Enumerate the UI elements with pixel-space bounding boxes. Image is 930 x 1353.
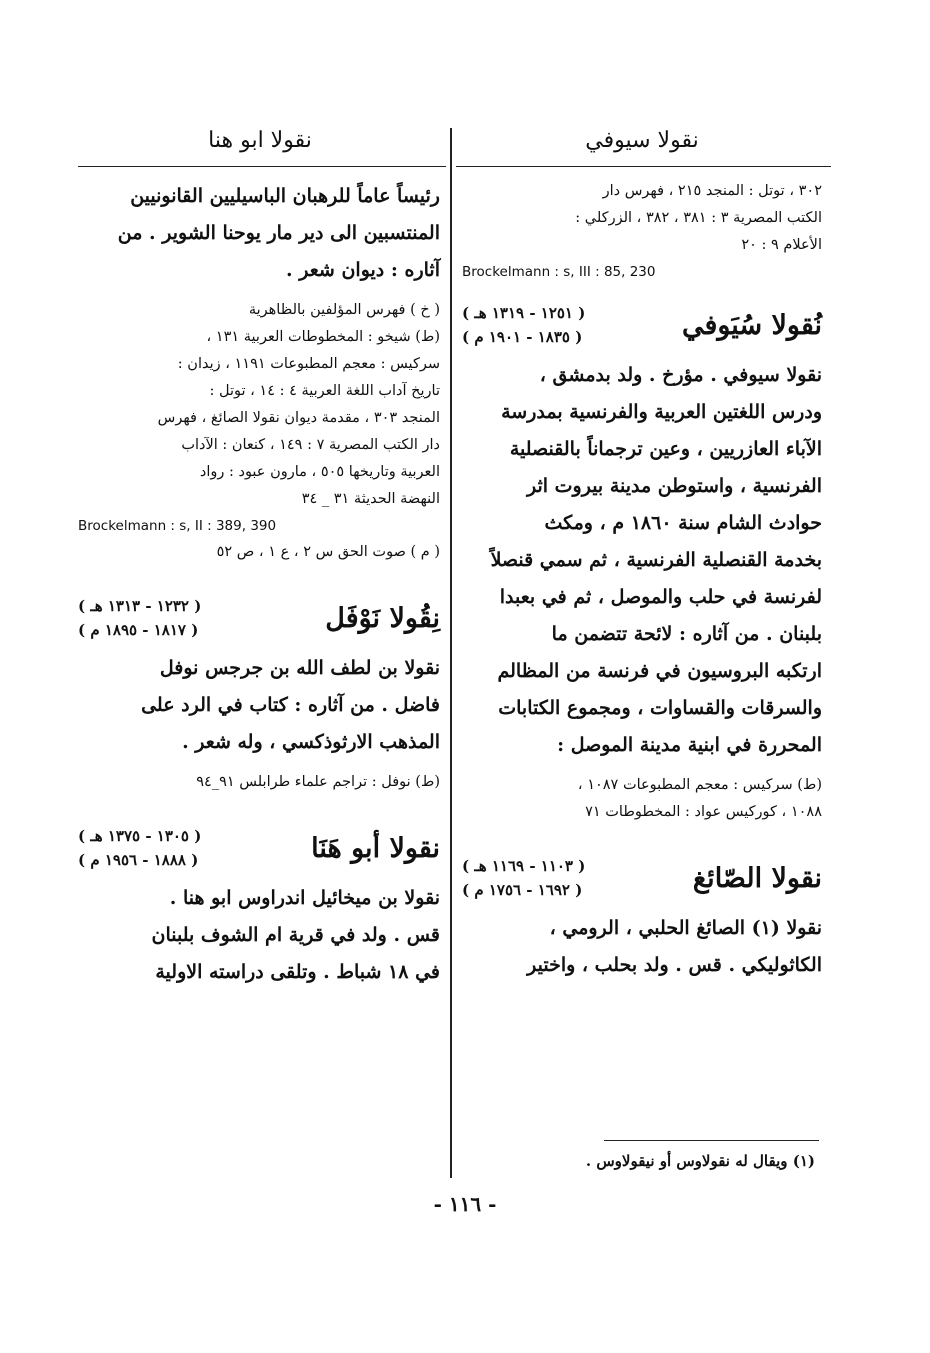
date-hijri: ( ١٣٠٥ - ١٣٧٥ هـ ) bbox=[78, 827, 202, 845]
reference-line: (ط) سركيس : معجم المطبوعات ١٠٨٧ ، bbox=[577, 777, 822, 793]
bio-line: فاضل . من آثاره : كتاب في الرد على bbox=[141, 694, 440, 716]
bio-line: نقولا بن ميخائيل اندراوس ابو هنا . bbox=[169, 887, 440, 909]
bio-line: لفرنسة في حلب والموصل ، ثم في بعبدا bbox=[499, 586, 822, 608]
bio-line: الفرنسية ، واستوطن مدينة بيروت اثر bbox=[526, 475, 822, 497]
brockelmann-ref: Brockelmann : s, II : 389, 390 bbox=[78, 518, 277, 534]
bio-line: والسرقات والقساوات ، ومجموع الكتابات bbox=[498, 697, 822, 719]
bio-line: المذهب الارثوذكسي ، وله شعر . bbox=[182, 731, 440, 753]
reference-line: (ط) نوفل : تراجم علماء طرابلس ٩١_٩٤ bbox=[196, 774, 440, 790]
bio-line: الآباء العازريين ، وعين ترجماناً بالقنصلية bbox=[509, 438, 822, 460]
date-gregorian: ( ١٨١٧ - ١٨٩٥ م ) bbox=[78, 621, 199, 639]
entry-dates bbox=[462, 301, 585, 349]
bio-line: بخدمة القنصلية الفرنسية ، ثم سمي قنصلاً bbox=[490, 549, 822, 571]
date-gregorian: ( ١٦٩٢ - ١٧٥٦ م ) bbox=[462, 881, 583, 899]
bio-line: الكاثوليكي . قس . ولد بحلب ، واختير bbox=[527, 954, 822, 976]
left-column bbox=[78, 178, 440, 991]
footnote: (١) ويقال له نقولاوس أو نيقولاوس . bbox=[585, 1152, 815, 1170]
reference-line: ١٠٨٨ ، كوركيس عواد : المخطوطات ٧١ bbox=[585, 804, 822, 820]
bio-line: نقولا بن لطف الله بن جرجس نوفل bbox=[159, 657, 440, 679]
reference-line: سركيس : معجم المطبوعات ١١٩١ ، زيدان : bbox=[177, 356, 440, 372]
header-rule-right bbox=[456, 166, 831, 167]
bio-line: قس . ولد في قرية ام الشوف بلبنان bbox=[151, 924, 440, 946]
brockelmann-ref: Brockelmann : s, III : 85, 230 bbox=[462, 264, 656, 280]
bio-line: ارتكبه البروسيون في فرنسة من المظالم bbox=[497, 660, 822, 682]
reference-line: تاريخ آداب اللغة العربية ٤ : ١٤ ، توتل : bbox=[209, 383, 440, 399]
reference-line: المنجد ٣٠٣ ، مقدمة ديوان نقولا الصائغ ، فهرس bbox=[157, 410, 440, 426]
header-left: نقولا ابو هنا bbox=[208, 128, 312, 153]
bio-line: نقولا سيوفي . مؤرخ . ولد بدمشق ، bbox=[539, 364, 822, 386]
entry-dates bbox=[462, 854, 585, 902]
bio-line: حوادث الشام سنة ١٨٦٠ م ، ومكث bbox=[544, 512, 822, 534]
date-gregorian: ( ١٨٣٥ - ١٩٠١ م ) bbox=[462, 328, 583, 346]
bio-line: ودرس اللغتين العربية والفرنسية بمدرسة bbox=[501, 401, 822, 423]
bio-line: نقولا (١) الصائغ الحلبي ، الرومي ، bbox=[549, 917, 822, 939]
date-gregorian: ( ١٨٨٨ - ١٩٥٦ م ) bbox=[78, 851, 199, 869]
reference-line: ( م ) صوت الحق س ٢ ، ع ١ ، ص ٥٢ bbox=[216, 544, 440, 560]
entry-name: نُقولا سُيَوفي bbox=[681, 309, 822, 341]
reference-line: دار الكتب المصرية ٧ : ١٤٩ ، كنعان : الآداب bbox=[181, 437, 440, 453]
bio-line: بلبنان . من آثاره : لائحة تتضمن ما bbox=[551, 623, 822, 645]
entry-dates bbox=[78, 824, 201, 872]
reference-line: ( خ ) فهرس المؤلفين بالظاهرية bbox=[248, 302, 440, 318]
reference-line: العربية وتاريخها ٥٠٥ ، مارون عبود : رواد bbox=[199, 464, 440, 480]
reference-line: (ط) شيخو : المخطوطات العربية ١٣١ ، bbox=[206, 329, 440, 345]
entry-heading-siyufi bbox=[462, 301, 822, 349]
date-hijri: ( ١٢٣٢ - ١٣١٣ هـ ) bbox=[78, 597, 202, 615]
entry-heading-abu-hanna bbox=[78, 824, 440, 872]
header-right: نقولا سيوفي bbox=[585, 128, 699, 153]
entry-name: نقولا الصّائغ bbox=[692, 862, 822, 894]
date-hijri: ( ١٢٥١ - ١٣١٩ هـ ) bbox=[462, 304, 586, 322]
bio-line: في ١٨ شباط . وتلقى دراسته الاولية bbox=[155, 961, 440, 983]
date-hijri: ( ١١٠٣ - ١١٦٩ هـ ) bbox=[462, 857, 586, 875]
continuation-line: رئيساً عاماً للرهبان الباسيليين القانونيين bbox=[130, 185, 440, 207]
continuation-line: المنتسبين الى دير مار يوحنا الشوير . من bbox=[117, 222, 440, 244]
entry-heading-saigh bbox=[462, 854, 822, 902]
bio-line: المحررة في ابنية مدينة الموصل : bbox=[557, 734, 822, 756]
continuation-line: ٣٠٢ ، توتل : المنجد ٢١٥ ، فهرس دار bbox=[602, 183, 822, 199]
column-divider bbox=[450, 128, 452, 1178]
entry-dates bbox=[78, 594, 201, 642]
continuation-line: الكتب المصرية ٣ : ٣٨١ ، ٣٨٢ ، الزركلي : bbox=[575, 210, 822, 226]
continuation-line: آثاره : ديوان شعر . bbox=[286, 259, 440, 281]
entry-name: نقولا أبو هَنَا bbox=[311, 832, 440, 864]
entry-name: نِقُولا نَوْفَل bbox=[325, 602, 440, 634]
continuation-line: الأعلام ٩ : ٢٠ bbox=[741, 237, 822, 253]
right-column bbox=[462, 178, 822, 984]
entry-heading-nawfal bbox=[78, 594, 440, 642]
reference-line: النهضة الحديثة ٣١ _ ٣٤ bbox=[301, 491, 440, 507]
footnote-rule bbox=[604, 1140, 819, 1141]
page-number: - ١١٦ - bbox=[433, 1192, 497, 1216]
header-rule-left bbox=[78, 166, 446, 167]
